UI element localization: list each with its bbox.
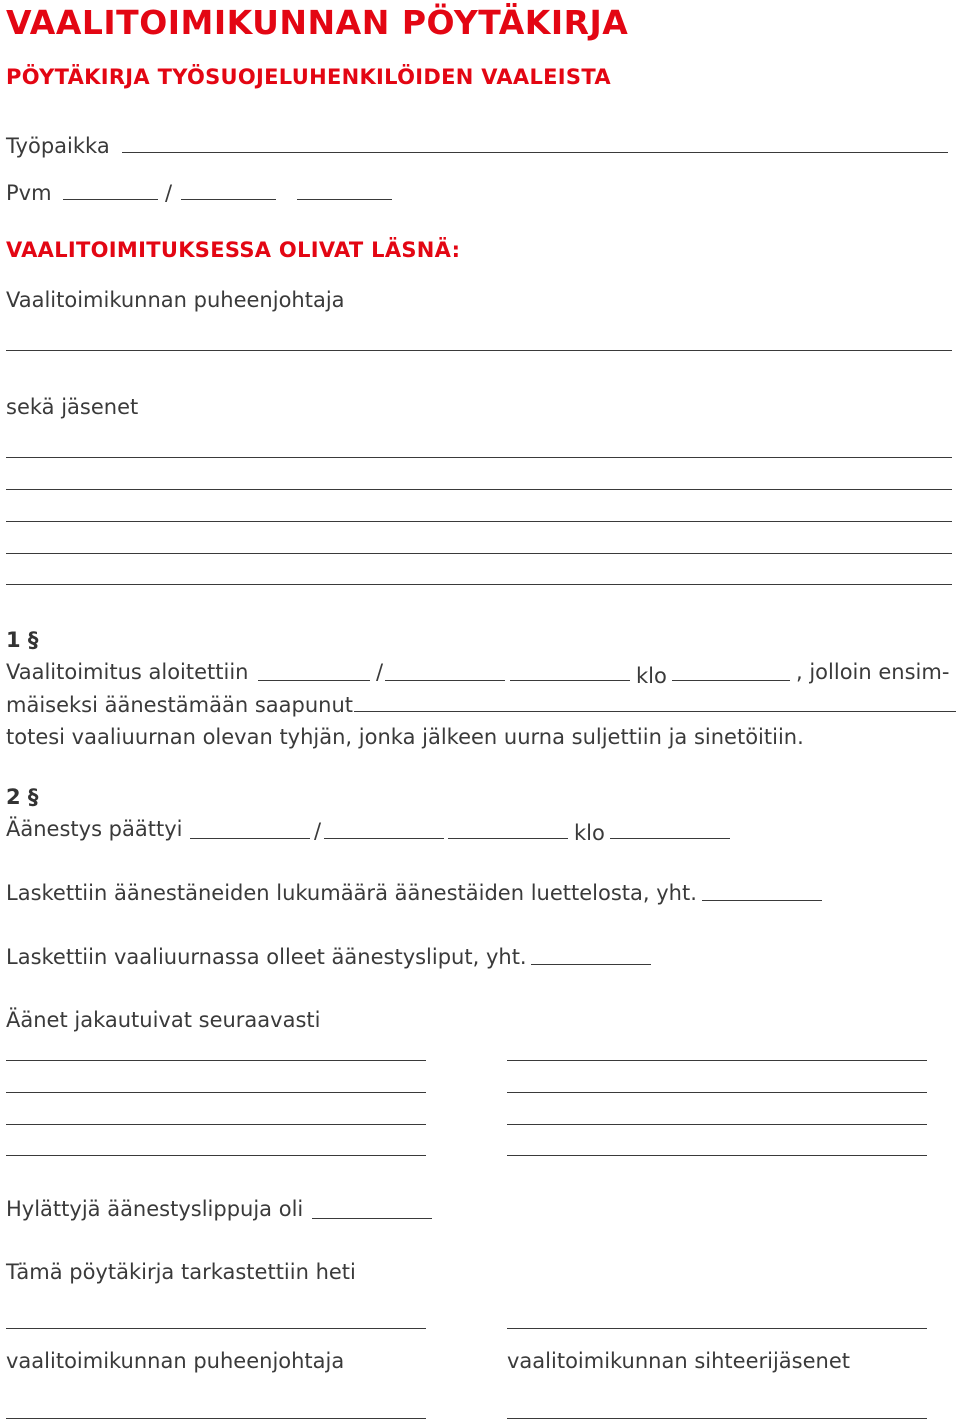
member-field[interactable] (6, 553, 952, 554)
member-field[interactable] (6, 489, 952, 490)
member-field[interactable] (6, 584, 952, 585)
ballots-count-field[interactable] (531, 964, 651, 965)
ballots-counted-label: Laskettiin vaaliuurnassa olleet äänestysliput, yht. (6, 945, 527, 969)
date-label: Pvm (6, 181, 52, 205)
votes-right-field[interactable] (507, 1155, 927, 1156)
members-label: sekä jäsenet (6, 395, 139, 419)
section-2-marker: 2 § (6, 785, 39, 809)
started-klo-label: klo (636, 664, 667, 688)
sealed-text: totesi vaaliuurnan olevan tyhjän, jonka jälkeen uurna suljettiin ja sinetöitiin. (6, 725, 804, 749)
ended-month-field[interactable] (324, 838, 444, 839)
rejected-count-field[interactable] (312, 1218, 432, 1219)
votes-distribution-label: Äänet jakautuivat seuraavasti (6, 1008, 321, 1032)
workplace-label: Työpaikka (6, 134, 110, 158)
ended-slash: / (314, 819, 322, 843)
first-voter-text-cont: mäiseksi äänestämään saapunut (6, 693, 353, 717)
present-heading: VAALITOIMITUKSESSA OLIVAT LÄSNÄ: (6, 238, 461, 262)
chair-field[interactable] (6, 350, 952, 351)
rejected-label: Hylättyjä äänestyslippuja oli (6, 1197, 304, 1221)
first-voter-text: , jolloin ensim- (796, 660, 950, 684)
voters-counted-label: Laskettiin äänestäneiden lukumäärä äänestäiden luettelosta, yht. (6, 881, 697, 905)
ended-day-field[interactable] (190, 838, 310, 839)
ended-year-field[interactable] (448, 838, 568, 839)
votes-right-field[interactable] (507, 1092, 927, 1093)
checked-label: Tämä pöytäkirja tarkastettiin heti (6, 1260, 356, 1284)
ended-label: Äänestys päättyi (6, 817, 183, 841)
started-month-field[interactable] (385, 680, 505, 681)
started-label: Vaalitoimitus aloitettiin (6, 660, 249, 684)
secretary-signature-line[interactable] (507, 1328, 927, 1329)
ended-klo-label: klo (574, 821, 605, 845)
votes-left-field[interactable] (6, 1155, 426, 1156)
started-slash: / (376, 660, 384, 684)
workplace-field[interactable] (122, 152, 948, 153)
date-year-field[interactable] (297, 199, 392, 200)
secretary-second-signature-line[interactable] (507, 1418, 927, 1419)
votes-left-field[interactable] (6, 1060, 426, 1061)
member-field[interactable] (6, 457, 952, 458)
ended-time-field[interactable] (610, 838, 730, 839)
chair-label: Vaalitoimikunnan puheenjohtaja (6, 288, 345, 312)
secretary-signature-label: vaalitoimikunnan sihteerijäsenet (507, 1349, 850, 1373)
chair-signature-label: vaalitoimikunnan puheenjohtaja (6, 1349, 345, 1373)
chair-signature-line[interactable] (6, 1328, 426, 1329)
section-1-marker: 1 § (6, 628, 39, 652)
member-field[interactable] (6, 521, 952, 522)
date-slash: / (165, 181, 173, 205)
first-voter-field[interactable] (354, 711, 956, 712)
page-title: VAALITOIMIKUNNAN PÖYTÄKIRJA (6, 3, 629, 42)
voters-count-field[interactable] (702, 900, 822, 901)
started-time-field[interactable] (672, 680, 790, 681)
chair-second-signature-line[interactable] (6, 1418, 426, 1419)
page-subtitle: PÖYTÄKIRJA TYÖSUOJELUHENKILÖIDEN VAALEISTA (6, 65, 611, 89)
votes-right-field[interactable] (507, 1060, 927, 1061)
votes-left-field[interactable] (6, 1092, 426, 1093)
started-day-field[interactable] (258, 680, 370, 681)
date-month-field[interactable] (181, 199, 276, 200)
votes-left-field[interactable] (6, 1124, 426, 1125)
started-year-field[interactable] (510, 680, 630, 681)
date-day-field[interactable] (63, 199, 158, 200)
votes-right-field[interactable] (507, 1124, 927, 1125)
